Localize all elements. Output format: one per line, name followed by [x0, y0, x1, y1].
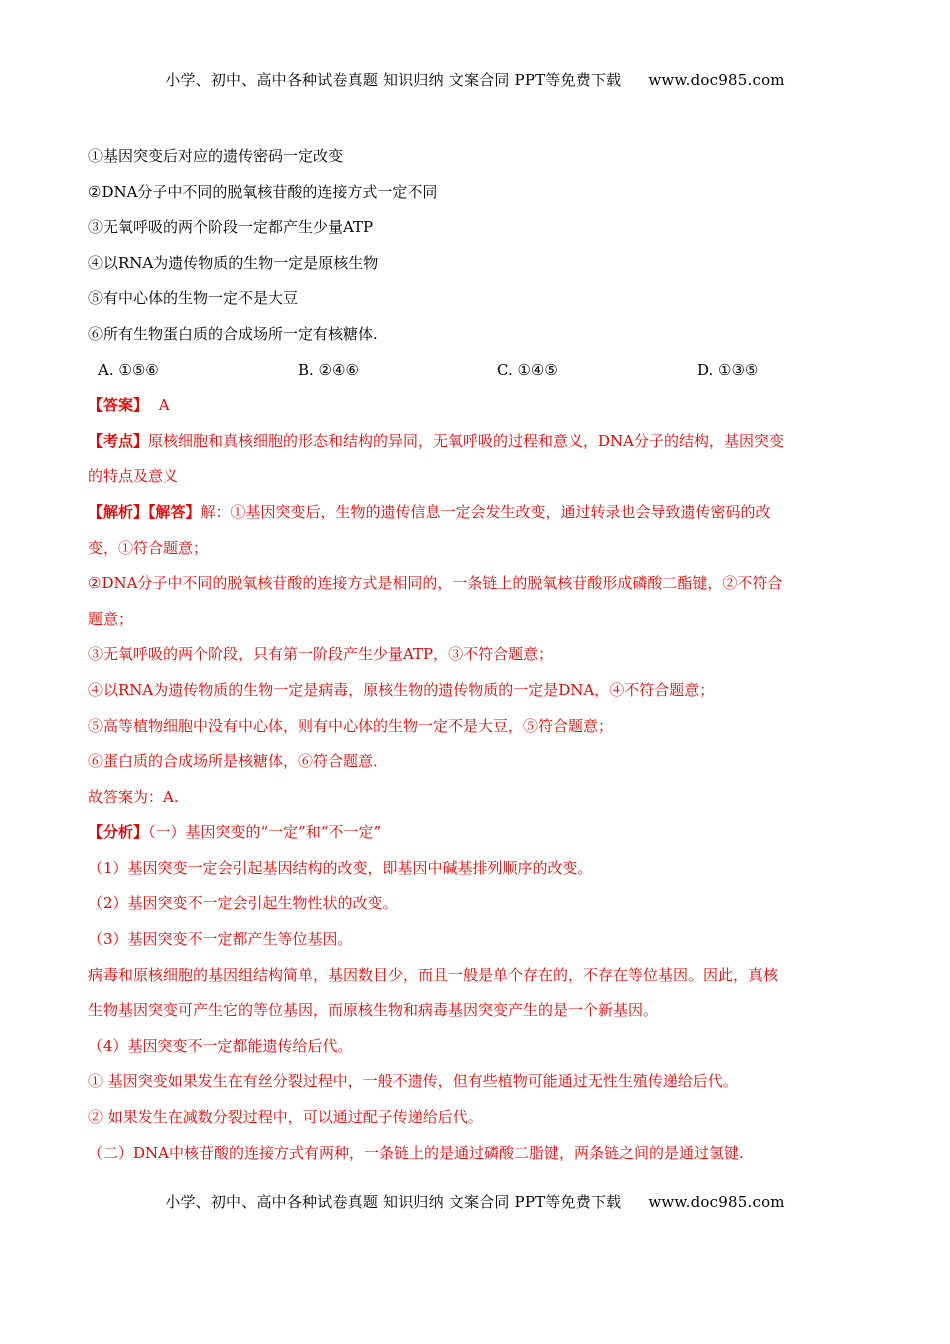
fenxi-line-10: （二）DNA中核苷酸的连接方式有两种，一条链上的是通过磷酸二脂键，两条链之间的是通过氢键.: [88, 1143, 744, 1162]
page-header: [0, 69, 950, 90]
option-a: A. ①⑤⑥: [98, 360, 159, 379]
kaodian-line-2: 的特点及意义: [88, 467, 179, 486]
statement-5: ⑤有中心体的生物一定不是大豆: [88, 289, 299, 308]
kaodian-line-1: [88, 429, 868, 465]
header-text: 小学、初中、高中各种试卷真题 知识归纳 文案合同 PPT等免费下载: [165, 71, 622, 89]
statement-6: ⑥所有生物蛋白质的合成场所一定有核糖体.: [88, 324, 378, 343]
jiexi-line-6: ④以RNA为遗传物质的生物一定是病毒，原核生物的遗传物质的一定是DNA，④不符合题意；: [88, 680, 715, 699]
answer-value: A: [158, 396, 170, 415]
question-statements: [88, 144, 868, 358]
jiexi-line-1: [88, 500, 868, 536]
page-footer: [0, 1191, 950, 1212]
fenxi-line-2: （1）基因突变一定会引起基因结构的改变，即基因中碱基排列顺序的改变。: [88, 858, 593, 877]
fenxi-line-9: ② 如果发生在减数分裂过程中，可以通过配子传递给后代。: [88, 1108, 483, 1127]
jiexi-line-3: ②DNA分子中不同的脱氧核苷酸的连接方式是相同的，一条链上的脱氧核苷酸形成磷酸二酯键，②不符合: [88, 574, 783, 593]
document-body: [88, 144, 868, 1176]
option-b: B. ②④⑥: [298, 360, 359, 379]
jiexi-line-7: ⑤高等植物细胞中没有中心体，则有中心体的生物一定不是大豆，⑤符合题意；: [88, 716, 614, 735]
answer-line: [88, 393, 868, 429]
jiexi-line-5: ③无氧呼吸的两个阶段，只有第一阶段产生少量ATP，③不符合题意；: [88, 645, 554, 664]
option-c: C. ①④⑤: [497, 360, 558, 379]
answer-options: [88, 358, 868, 394]
jiexi-conclusion: 故答案为：A.: [88, 787, 179, 806]
fenxi-line-7: （4）基因突变不一定都能遗传给后代。: [88, 1036, 353, 1055]
fenxi-line-1: [88, 820, 868, 856]
fenxi-line-8: ① 基因突变如果发生在有丝分裂过程中，一般不遗传，但有些植物可能通过无性生殖传递给后代。: [88, 1072, 738, 1091]
footer-text: 小学、初中、高中各种试卷真题 知识归纳 文案合同 PPT等免费下载: [165, 1193, 622, 1211]
fenxi-line-3: （2）基因突变不一定会引起生物性状的改变。: [88, 894, 398, 913]
statement-1: ①基因突变后对应的遗传密码一定改变: [88, 147, 344, 165]
fenxi-line-5: 病毒和原核细胞的基因组结构简单，基因数目少，而且一般是单个存在的，不存在等位基因。因此，真核: [88, 965, 779, 984]
fenxi-heading: （一）基因突变的“一定”和“不一定”: [148, 823, 382, 842]
answer-tag: 【答案】: [88, 396, 149, 415]
footer-site-link[interactable]: www.doc985.com: [648, 1193, 785, 1211]
fenxi-line-6: 生物基因突变可产生它的等位基因，而原核生物和病毒基因突变产生的是一个新基因。: [88, 1001, 659, 1020]
statement-2: ②DNA分子中不同的脱氧核苷酸的连接方式一定不同: [88, 182, 438, 201]
jiexi-line-4: 题意；: [88, 609, 134, 628]
fenxi-tag: 【分析】: [88, 823, 149, 842]
kaodian-text-1: 原核细胞和真核细胞的形态和结构的异同，无氧呼吸的过程和意义，DNA分子的结构，基因突变: [148, 431, 785, 450]
statement-3: ③无氧呼吸的两个阶段一定都产生少量ATP: [88, 218, 374, 237]
header-site-link[interactable]: www.doc985.com: [648, 71, 785, 89]
fenxi-line-4: （3）基因突变不一定都产生等位基因。: [88, 930, 353, 949]
jiexi-text-1: 解：①基因突变后，生物的遗传信息一定会发生改变，通过转录也会导致遗传密码的改: [200, 502, 771, 521]
jiexi-line-2: 变，①符合题意；: [88, 538, 209, 557]
jiexi-line-8: ⑥蛋白质的合成场所是核糖体，⑥符合题意．: [88, 752, 389, 771]
option-d: D. ①③⑤: [697, 360, 759, 379]
kaodian-tag: 【考点】: [88, 431, 149, 450]
jiexi-tag: 【解析】【解答】: [88, 502, 201, 521]
jiexi-section: [88, 500, 868, 820]
kaodian-section: [88, 429, 868, 500]
fenxi-section: [88, 820, 868, 1176]
statement-4: ④以RNA为遗传物质的生物一定是原核生物: [88, 253, 379, 272]
